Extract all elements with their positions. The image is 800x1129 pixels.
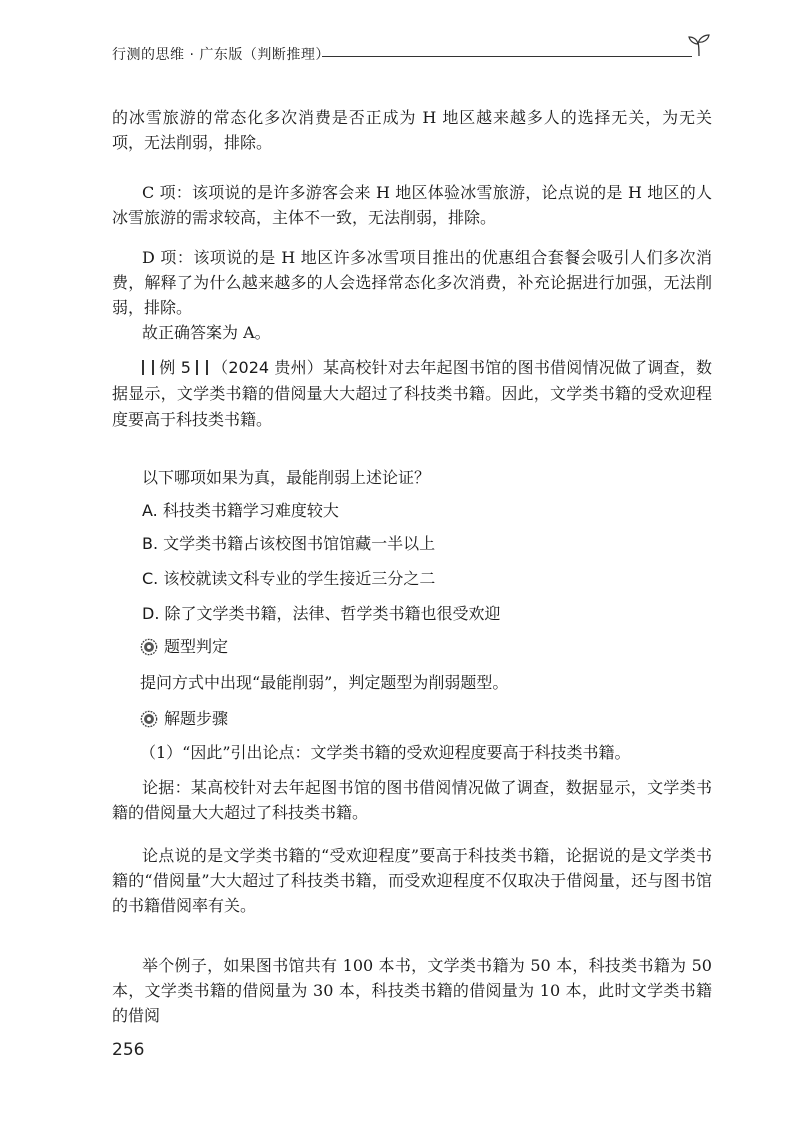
header-rule xyxy=(322,56,692,57)
paragraph-continuation: 的冰雪旅游的常态化多次消费是否正成为 H 地区越来越多人的选择无关，为无关项，无法削弱，排除。 xyxy=(112,108,712,152)
option-c: C. 该校就读文科专业的学生接近三分之二 xyxy=(142,569,436,588)
section-steps-title: 解题步骤 xyxy=(164,709,229,728)
bracket-right-icon xyxy=(196,360,208,375)
paragraph-answer: 故正确答案为 A。 xyxy=(142,323,271,342)
example-question xyxy=(112,355,712,433)
option-a: A. 科技类书籍学习难度较大 xyxy=(142,501,339,520)
section-type-heading xyxy=(140,634,228,659)
example-text: （2024 贵州）某高校针对去年起图书馆的图书借阅情况做了调查，数据显示，文学类书籍的借阅量大大超过了科技类书籍。因此，文学类书籍的受欢迎程度要高于科技类书籍。 xyxy=(112,358,712,429)
flower-badge-icon xyxy=(140,638,158,656)
paragraph-option-c: C 项：该项说的是许多游客会来 H 地区体验冰雪旅游，论点说的是 H 地区的人冰雪旅游的需求较高，主体不一致，无法削弱，排除。 xyxy=(112,183,712,227)
running-header xyxy=(112,44,712,74)
section-steps-heading xyxy=(140,706,228,731)
example-label: 例 5 xyxy=(159,358,191,377)
sprout-icon xyxy=(686,32,712,58)
section-type-title: 题型判定 xyxy=(164,637,229,656)
analysis-paragraph: 论点说的是文学类书籍的“受欢迎程度”要高于科技类书籍，论据说的是文学类书籍的“借阅量”大大超过了科技类书籍，而受欢迎程度不仅取决于借阅量，还与图书馆的书籍借阅率有关。 xyxy=(112,846,712,915)
evidence-paragraph: 论据：某高校针对去年起图书馆的图书借阅情况做了调查，数据显示，文学类书籍的借阅量大大超过了科技类书籍。 xyxy=(112,778,712,822)
page-number: 256 xyxy=(112,1040,145,1060)
type-judgment-text: 提问方式中出现“最能削弱”，判定题型为削弱题型。 xyxy=(140,673,509,692)
paragraph-option-d: D 项：该项说的是 H 地区许多冰雪项目推出的优惠组合套餐会吸引人们多次消费，解释了为什么越来越多的人会选择常态化多次消费，补充论据进行加强，无法削弱，排除。 xyxy=(112,248,712,317)
step-1: （1）“因此”引出论点：文学类书籍的受欢迎程度要高于科技类书籍。 xyxy=(140,743,631,762)
option-d: D. 除了文学类书籍，法律、哲学类书籍也很受欢迎 xyxy=(142,604,501,623)
example-paragraph: 举个例子，如果图书馆共有 100 本书，文学类书籍为 50 本，科技类书籍为 50 本，文学类书籍的借阅量为 30 本，科技类书籍的借阅量为 10 本，此时文学类书籍的借阅 xyxy=(112,956,712,1025)
option-b: B. 文学类书籍占该校图书馆馆藏一半以上 xyxy=(142,534,436,553)
header-title: 行测的思维 · 广东版（判断推理） xyxy=(112,47,330,63)
flower-badge-icon xyxy=(140,710,158,728)
bracket-left-icon xyxy=(142,360,154,375)
question-prompt: 以下哪项如果为真，最能削弱上述论证？ xyxy=(142,468,431,487)
